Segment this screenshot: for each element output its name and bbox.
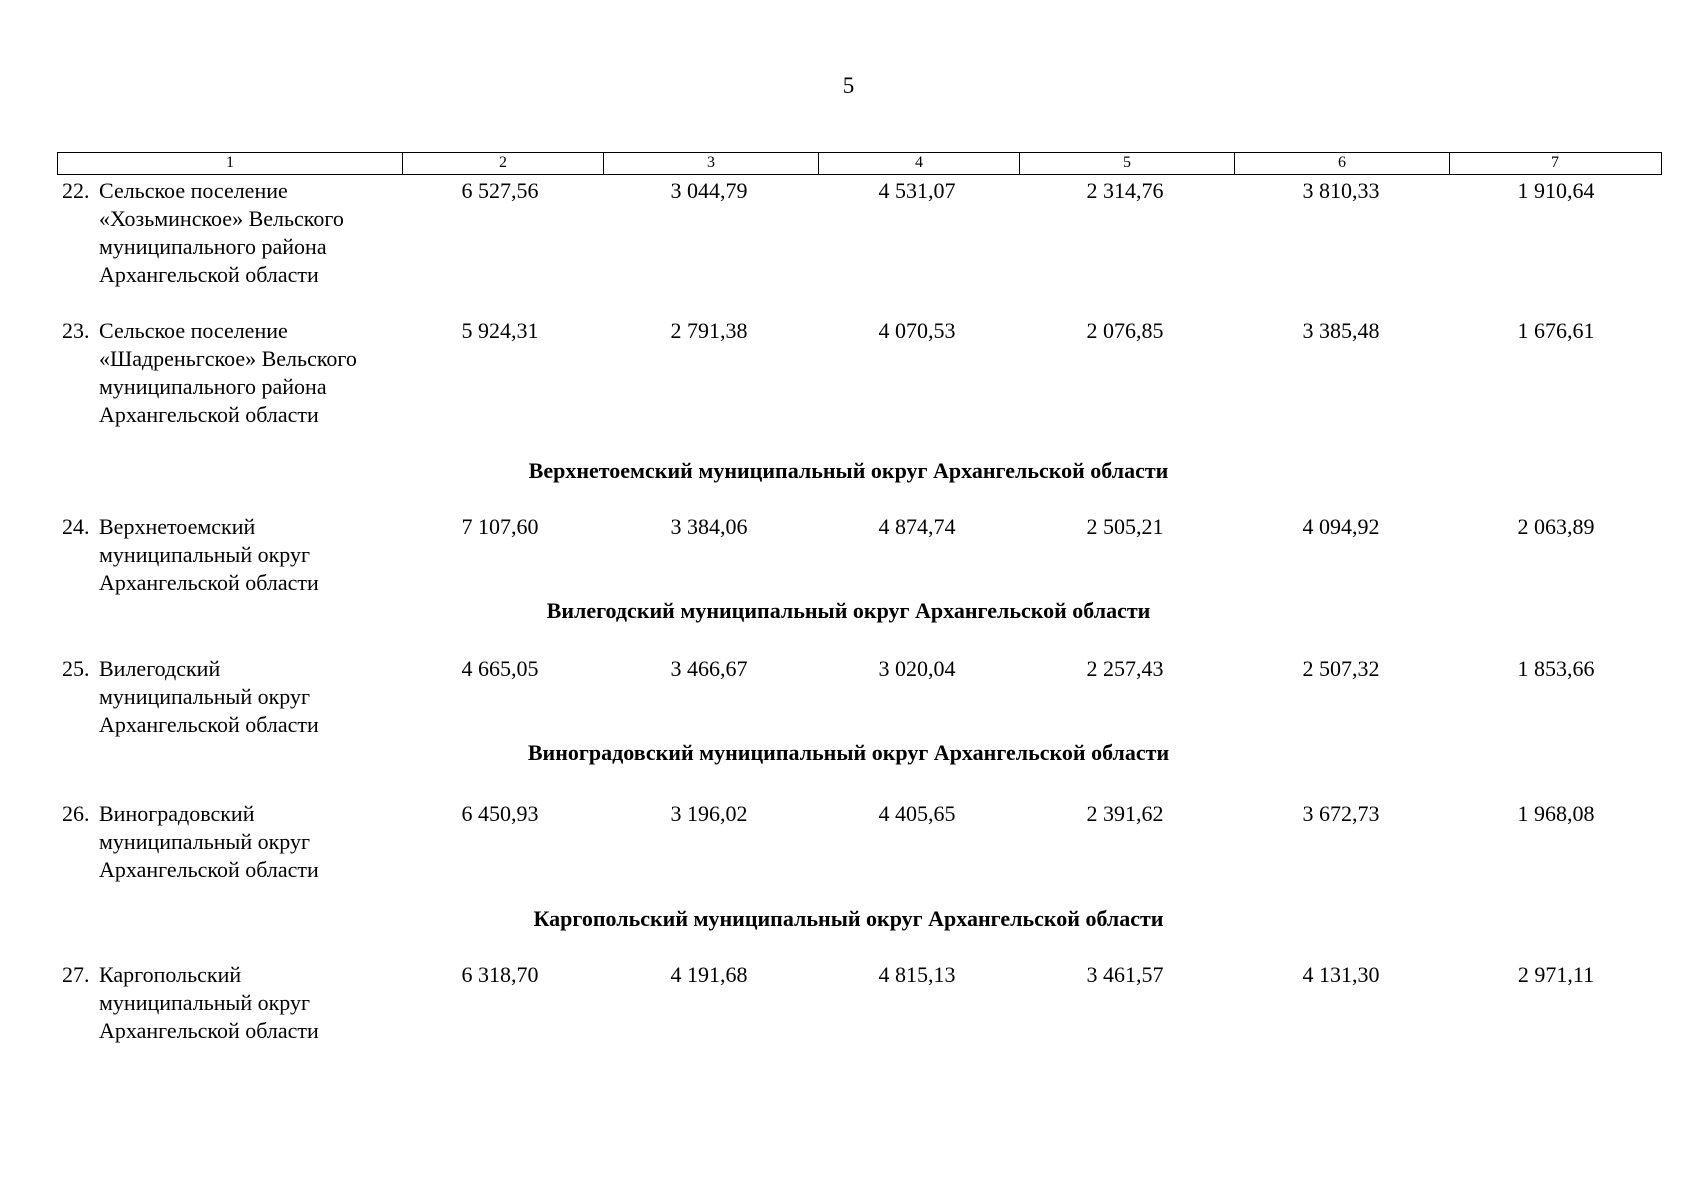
- name-line: «Шадреньгское» Вельского: [99, 346, 357, 371]
- value-col-2: 4 665,05: [461, 656, 539, 681]
- value-col-4: 4 070,53: [878, 318, 956, 343]
- name-line: Вилегодский: [99, 656, 221, 681]
- value-col-7: 1 910,64: [1517, 178, 1595, 203]
- value-col-4: 4 874,74: [878, 514, 956, 539]
- value-col-5: 2 257,43: [1086, 656, 1164, 681]
- value-col-7: 1 676,61: [1517, 318, 1595, 343]
- value-col-7: 2 971,11: [1517, 962, 1595, 987]
- value-col-3: 3 196,02: [670, 801, 748, 826]
- value-col-5: 2 505,21: [1086, 514, 1164, 539]
- name-line: Верхнетоемский: [99, 514, 256, 539]
- value-col-5: 2 076,85: [1086, 318, 1164, 343]
- row-number: 24.: [62, 514, 90, 539]
- value-col-6: 2 507,32: [1302, 656, 1380, 681]
- name-line: муниципальный округ: [99, 542, 311, 567]
- section-heading: Каргопольский муниципальный округ Архангельской области: [533, 906, 1164, 931]
- value-col-2: 5 924,31: [461, 318, 539, 343]
- value-col-6: 4 094,92: [1302, 514, 1380, 539]
- value-col-6: 3 385,48: [1302, 318, 1380, 343]
- section-heading: Виноградовский муниципальный округ Архангельской области: [527, 740, 1170, 765]
- page-number: 5: [842, 73, 855, 98]
- value-col-4: 4 405,65: [878, 801, 956, 826]
- value-col-4: 4 531,07: [878, 178, 956, 203]
- row-number: 27.: [62, 962, 90, 987]
- name-line: Каргопольский: [99, 962, 242, 987]
- value-col-6: 4 131,30: [1302, 962, 1380, 987]
- value-col-7: 1 853,66: [1517, 656, 1595, 681]
- value-col-3: 3 044,79: [670, 178, 748, 203]
- column-number-4: 4: [819, 153, 1020, 174]
- column-number-6: 6: [1235, 153, 1450, 174]
- value-col-7: 1 968,08: [1517, 801, 1595, 826]
- value-col-5: 2 391,62: [1086, 801, 1164, 826]
- value-col-3: 3 384,06: [670, 514, 748, 539]
- value-col-5: 2 314,76: [1086, 178, 1164, 203]
- name-line: Сельское поселение: [99, 318, 288, 343]
- name-line: Архангельской области: [99, 262, 319, 287]
- value-col-2: 7 107,60: [461, 514, 539, 539]
- column-number-1: 1: [58, 153, 403, 174]
- value-col-4: 4 815,13: [878, 962, 956, 987]
- municipality-name: [99, 800, 409, 884]
- value-col-5: 3 461,57: [1086, 962, 1164, 987]
- row-number: 25.: [62, 656, 90, 681]
- row-number: 26.: [62, 801, 90, 826]
- municipality-name: [99, 513, 409, 597]
- municipality-name: [99, 961, 409, 1045]
- value-col-4: 3 020,04: [878, 656, 956, 681]
- name-line: муниципальный округ: [99, 829, 311, 854]
- value-col-2: 6 527,56: [461, 178, 539, 203]
- value-col-3: 4 191,68: [670, 962, 748, 987]
- name-line: Архангельской области: [99, 1018, 319, 1043]
- name-line: муниципальный округ: [99, 990, 311, 1015]
- name-line: Сельское поселение: [99, 178, 288, 203]
- column-number-header: [57, 152, 1662, 175]
- name-line: муниципальный округ: [99, 684, 311, 709]
- value-col-6: 3 672,73: [1302, 801, 1380, 826]
- row-number: 23.: [62, 318, 90, 343]
- section-heading: Верхнетоемский муниципальный округ Архангельской области: [528, 458, 1169, 483]
- name-line: муниципального района: [99, 374, 327, 399]
- value-col-3: 3 466,67: [670, 656, 748, 681]
- column-number-7: 7: [1551, 154, 1559, 171]
- municipality-name: [99, 177, 409, 289]
- name-line: Архангельской области: [99, 402, 319, 427]
- column-number-3: 3: [604, 153, 819, 174]
- section-heading: Вилегодский муниципальный округ Архангельской области: [546, 598, 1151, 623]
- column-number-2: 2: [403, 153, 604, 174]
- value-col-3: 2 791,38: [670, 318, 748, 343]
- name-line: муниципального района: [99, 234, 327, 259]
- municipality-name: [99, 317, 409, 429]
- value-col-2: 6 318,70: [461, 962, 539, 987]
- name-line: Архангельской области: [99, 857, 319, 882]
- row-number: 22.: [62, 178, 90, 203]
- value-col-6: 3 810,33: [1302, 178, 1380, 203]
- municipality-name: [99, 655, 409, 739]
- column-number-5: 5: [1020, 153, 1235, 174]
- name-line: Архангельской области: [99, 570, 319, 595]
- name-line: Архангельской области: [99, 712, 319, 737]
- name-line: Виноградовский: [99, 801, 255, 826]
- name-line: «Хозьминское» Вельского: [99, 206, 344, 231]
- value-col-7: 2 063,89: [1517, 514, 1595, 539]
- value-col-2: 6 450,93: [461, 801, 539, 826]
